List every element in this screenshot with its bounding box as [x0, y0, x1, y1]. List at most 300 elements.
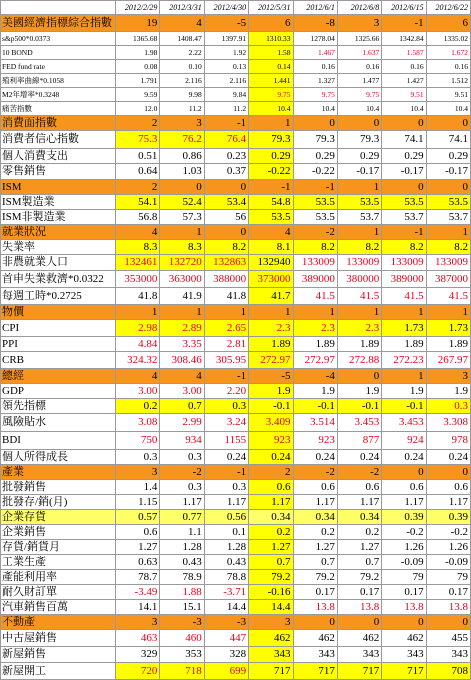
value-cell: 0.29 — [382, 149, 426, 164]
data-row — [1, 288, 471, 305]
value-cell: 1.17 — [382, 495, 426, 510]
value-cell: -2 — [293, 465, 337, 480]
value-cell: 1.89 — [293, 337, 337, 352]
value-cell: 455 — [426, 630, 470, 647]
value-cell: 1.9 — [249, 384, 293, 399]
row-label: 新屋銷售 — [1, 647, 116, 663]
value-cell: 1335.02 — [426, 32, 470, 46]
value-cell: -3.49 — [116, 585, 160, 600]
value-cell: 133009 — [426, 255, 470, 271]
value-cell: 78.7 — [116, 570, 160, 585]
value-cell: 41.5 — [293, 288, 337, 305]
value-cell: 463 — [116, 630, 160, 647]
sheet-title: 美國經濟指標綜合指數 — [1, 15, 116, 32]
value-cell: 0.24 — [204, 450, 248, 465]
data-row — [1, 240, 471, 255]
value-cell: 13.8 — [293, 600, 337, 615]
value-cell: 0.6 — [426, 480, 470, 495]
value-cell: 2.3 — [337, 320, 381, 337]
date-header: 2012/3/31 — [160, 1, 204, 15]
value-cell: 0.17 — [382, 585, 426, 600]
value-cell: 0.17 — [426, 585, 470, 600]
value-cell: 1.17 — [337, 495, 381, 510]
value-cell: 0.14 — [249, 60, 293, 74]
value-cell: 1 — [116, 305, 160, 320]
value-cell: 13.8 — [382, 600, 426, 615]
data-row — [1, 46, 471, 60]
value-cell: 0.16 — [293, 60, 337, 74]
value-cell: 1310.33 — [249, 32, 293, 46]
value-cell: 717 — [337, 663, 381, 680]
row-label: 消費者信心指數 — [1, 131, 116, 149]
row-label: M2年增率*0.3248 — [1, 88, 116, 102]
value-cell: 0.34 — [293, 510, 337, 525]
value-cell: -0.16 — [249, 585, 293, 600]
row-label: 工業生產 — [1, 555, 116, 570]
value-cell: 389000 — [382, 271, 426, 288]
value-cell: 41.8 — [204, 288, 248, 305]
value-cell: 0.3 — [116, 450, 160, 465]
row-label: GDP — [1, 384, 116, 399]
value-cell: 79.3 — [293, 131, 337, 149]
value-cell: 0.17 — [293, 585, 337, 600]
value-cell: 79.2 — [249, 570, 293, 585]
value-cell: 79 — [382, 570, 426, 585]
value-cell: 0.29 — [293, 149, 337, 164]
data-row — [1, 131, 471, 149]
category-row — [1, 465, 471, 480]
value-cell: 0.3 — [426, 399, 470, 414]
value-cell: 3.35 — [160, 337, 204, 352]
value-cell: 133009 — [382, 255, 426, 271]
value-cell: 1.27 — [337, 540, 381, 555]
value-cell: 1.15 — [116, 495, 160, 510]
value-cell: 373000 — [249, 271, 293, 288]
value-cell: 924 — [382, 432, 426, 450]
value-cell: 9.51 — [426, 88, 470, 102]
row-label: 產能利用率 — [1, 570, 116, 585]
value-cell: 79.3 — [337, 131, 381, 149]
value-cell: 0 — [204, 225, 248, 240]
value-cell: 0.6 — [116, 525, 160, 540]
value-cell: 1.1 — [160, 525, 204, 540]
value-cell: 79.2 — [293, 570, 337, 585]
value-cell: 0 — [382, 116, 426, 131]
value-cell: 0 — [426, 465, 470, 480]
value-cell: 11.2 — [204, 102, 248, 116]
value-cell: 2.81 — [204, 337, 248, 352]
value-cell: 13.8 — [426, 600, 470, 615]
value-cell: -0.17 — [337, 164, 381, 180]
value-cell: 1.9 — [337, 384, 381, 399]
value-cell: 978 — [426, 432, 470, 450]
value-cell: -0.2 — [426, 525, 470, 540]
cell: 4 — [160, 15, 204, 32]
value-cell: 2.89 — [160, 320, 204, 337]
value-cell: 1.9 — [382, 384, 426, 399]
value-cell: 8.2 — [426, 240, 470, 255]
value-cell: 1.26 — [382, 540, 426, 555]
value-cell: 0 — [382, 615, 426, 630]
value-cell: 717 — [249, 663, 293, 680]
value-cell: 78.8 — [204, 570, 248, 585]
value-cell: 1.512 — [426, 74, 470, 88]
cell: 3 — [337, 15, 381, 32]
value-cell: 3.308 — [426, 414, 470, 432]
row-label: 總經 — [1, 369, 116, 384]
data-row — [1, 480, 471, 495]
value-cell: 353000 — [116, 271, 160, 288]
value-cell: 53.5 — [426, 195, 470, 210]
value-cell: 447 — [204, 630, 248, 647]
value-cell: 462 — [337, 630, 381, 647]
value-cell: 9.98 — [160, 88, 204, 102]
data-row — [1, 352, 471, 369]
value-cell: 0.16 — [426, 60, 470, 74]
value-cell: 132461 — [116, 255, 160, 271]
value-cell: 343 — [249, 647, 293, 663]
value-cell: 53.5 — [293, 210, 337, 225]
value-cell: 0.39 — [426, 510, 470, 525]
value-cell: 4 — [160, 369, 204, 384]
value-cell: 1 — [382, 305, 426, 320]
value-cell: 1.28 — [160, 540, 204, 555]
value-cell: 9.75 — [293, 88, 337, 102]
data-row — [1, 149, 471, 164]
data-row — [1, 74, 471, 88]
data-row — [1, 384, 471, 399]
value-cell: 1.467 — [293, 46, 337, 60]
value-cell: 10.4 — [382, 102, 426, 116]
value-cell: -1 — [293, 180, 337, 195]
value-cell: 8.1 — [249, 240, 293, 255]
value-cell: -5 — [249, 369, 293, 384]
value-cell: 54.1 — [116, 195, 160, 210]
value-cell: 2.22 — [160, 46, 204, 60]
row-label: ISM非製造業 — [1, 210, 116, 225]
value-cell: -0.22 — [249, 164, 293, 180]
value-cell: 0 — [426, 116, 470, 131]
value-cell: 8.2 — [337, 240, 381, 255]
value-cell: 324.32 — [116, 352, 160, 369]
value-cell: 8.3 — [116, 240, 160, 255]
value-cell: -2 — [293, 225, 337, 240]
value-cell: 1 — [382, 369, 426, 384]
row-label: 存貨/銷貨月 — [1, 540, 116, 555]
value-cell: -1 — [382, 225, 426, 240]
row-label: 失業率 — [1, 240, 116, 255]
data-row — [1, 195, 471, 210]
date-header: 2012/6/1 — [293, 1, 337, 15]
value-cell: 1.17 — [160, 495, 204, 510]
value-cell: 53.5 — [337, 195, 381, 210]
value-cell: -3 — [204, 615, 248, 630]
value-cell: 0.13 — [204, 60, 248, 74]
value-cell: 460 — [160, 630, 204, 647]
value-cell: 0.64 — [116, 164, 160, 180]
value-cell: -1 — [204, 116, 248, 131]
value-cell: 2.116 — [204, 74, 248, 88]
category-row — [1, 369, 471, 384]
value-cell: 1 — [337, 225, 381, 240]
value-cell: 0.6 — [382, 480, 426, 495]
value-cell: 0 — [160, 180, 204, 195]
value-cell: 1.73 — [382, 320, 426, 337]
value-cell: 13.8 — [337, 600, 381, 615]
value-cell: 1325.66 — [337, 32, 381, 46]
value-cell: -0.17 — [382, 164, 426, 180]
row-label: 非農就業人口 — [1, 255, 116, 271]
value-cell: 1.672 — [426, 46, 470, 60]
value-cell: 3.00 — [160, 384, 204, 399]
data-row — [1, 432, 471, 450]
value-cell: 4 — [116, 225, 160, 240]
value-cell: 3.453 — [382, 414, 426, 432]
row-label: 批發銷售 — [1, 480, 116, 495]
value-cell: 53.7 — [382, 210, 426, 225]
row-label: 中古屋銷售 — [1, 630, 116, 647]
value-cell: 0.24 — [382, 450, 426, 465]
value-cell: 718 — [160, 663, 204, 680]
value-cell: 923 — [249, 432, 293, 450]
value-cell: 0.39 — [382, 510, 426, 525]
data-row — [1, 450, 471, 465]
value-cell: 0.2 — [337, 525, 381, 540]
row-label: 汽車銷售百萬 — [1, 600, 116, 615]
data-row — [1, 88, 471, 102]
data-row — [1, 210, 471, 225]
date-header: 2012/6/8 — [337, 1, 381, 15]
value-cell: 1408.47 — [160, 32, 204, 46]
value-cell: 41.7 — [249, 288, 293, 305]
value-cell: 353 — [160, 647, 204, 663]
value-cell: 328 — [204, 647, 248, 663]
value-cell: 0 — [382, 465, 426, 480]
value-cell: 2.99 — [160, 414, 204, 432]
date-header: 2012/4/30 — [204, 1, 248, 15]
value-cell: 0.29 — [426, 149, 470, 164]
value-cell: 54.8 — [249, 195, 293, 210]
value-cell: 132863 — [204, 255, 248, 271]
value-cell: 3.453 — [337, 414, 381, 432]
cell: -1 — [382, 15, 426, 32]
value-cell: 0.10 — [160, 60, 204, 74]
value-cell: 1 — [337, 180, 381, 195]
value-cell: -4 — [293, 369, 337, 384]
value-cell: 0 — [426, 180, 470, 195]
data-row — [1, 495, 471, 510]
value-cell: 0.3 — [204, 480, 248, 495]
value-cell: 1365.68 — [116, 32, 160, 46]
value-cell: 1.637 — [337, 46, 381, 60]
cell: 6 — [426, 15, 470, 32]
row-label: 首申失業救濟*0.0322 — [1, 271, 116, 288]
value-cell: 0 — [337, 615, 381, 630]
value-cell: 56.8 — [116, 210, 160, 225]
value-cell: 1.28 — [204, 540, 248, 555]
value-cell: 1 — [160, 305, 204, 320]
value-cell: 2 — [116, 180, 160, 195]
row-label: 消費面指數 — [1, 116, 116, 131]
row-label: 領先指標 — [1, 399, 116, 414]
value-cell: 10.4 — [249, 102, 293, 116]
value-cell: -0.2 — [382, 525, 426, 540]
value-cell: 1 — [204, 305, 248, 320]
value-cell: 9.84 — [204, 88, 248, 102]
row-label: 殖利率曲線*0.1058 — [1, 74, 116, 88]
row-label: CRB — [1, 352, 116, 369]
value-cell: 1.89 — [249, 337, 293, 352]
category-row — [1, 180, 471, 195]
value-cell: 1 — [426, 225, 470, 240]
value-cell: 1.427 — [382, 74, 426, 88]
row-label: 痛苦指數 — [1, 102, 116, 116]
value-cell: 1 — [249, 116, 293, 131]
value-cell: 0.86 — [160, 149, 204, 164]
value-cell: 1.89 — [382, 337, 426, 352]
value-cell: 53.5 — [249, 210, 293, 225]
value-cell: 0.2 — [249, 525, 293, 540]
data-row — [1, 600, 471, 615]
row-label: 每週工時*0.2725 — [1, 288, 116, 305]
data-row — [1, 540, 471, 555]
value-cell: 0 — [293, 116, 337, 131]
value-cell: 74.1 — [382, 131, 426, 149]
value-cell: 717 — [293, 663, 337, 680]
value-cell: -0.1 — [337, 399, 381, 414]
value-cell: 708 — [426, 663, 470, 680]
value-cell: 1.587 — [382, 46, 426, 60]
value-cell: 267.97 — [426, 352, 470, 369]
data-row — [1, 585, 471, 600]
data-row — [1, 570, 471, 585]
value-cell: 2 — [249, 465, 293, 480]
value-cell: 41.5 — [426, 288, 470, 305]
value-cell: 0.43 — [160, 555, 204, 570]
value-cell: -0.17 — [426, 164, 470, 180]
value-cell: 0.17 — [337, 585, 381, 600]
value-cell: 308.46 — [160, 352, 204, 369]
value-cell: 1 — [426, 305, 470, 320]
data-row — [1, 337, 471, 352]
value-cell: 9.51 — [382, 88, 426, 102]
value-cell: 0.16 — [337, 60, 381, 74]
value-cell: -0.1 — [382, 399, 426, 414]
value-cell: -0.1 — [293, 399, 337, 414]
value-cell: 0.16 — [382, 60, 426, 74]
value-cell: -3 — [160, 615, 204, 630]
row-label: ISM — [1, 180, 116, 195]
row-label: 耐久財訂單 — [1, 585, 116, 600]
value-cell: 9.75 — [249, 88, 293, 102]
value-cell: 462 — [249, 630, 293, 647]
row-label: 就業狀況 — [1, 225, 116, 240]
data-row — [1, 164, 471, 180]
value-cell: 8.3 — [160, 240, 204, 255]
value-cell: 0.6 — [293, 480, 337, 495]
date-header: 2012/2/29 — [116, 1, 160, 15]
value-cell: 388000 — [204, 271, 248, 288]
value-cell: 0.77 — [160, 510, 204, 525]
value-cell: 2.20 — [204, 384, 248, 399]
value-cell: 0.2 — [116, 399, 160, 414]
value-cell: -1 — [204, 369, 248, 384]
value-cell: 1.58 — [249, 46, 293, 60]
value-cell: 10.4 — [337, 102, 381, 116]
value-cell: 0.56 — [204, 510, 248, 525]
value-cell: 462 — [293, 630, 337, 647]
value-cell: 8.2 — [293, 240, 337, 255]
value-cell: 1155 — [204, 432, 248, 450]
row-label: 產業 — [1, 465, 116, 480]
value-cell: -3.71 — [204, 585, 248, 600]
value-cell: 1.89 — [337, 337, 381, 352]
data-row — [1, 414, 471, 432]
cell: 6 — [249, 15, 293, 32]
value-cell: 2.3 — [293, 320, 337, 337]
value-cell: 78.9 — [160, 570, 204, 585]
value-cell: 1.9 — [293, 384, 337, 399]
cell: -8 — [293, 15, 337, 32]
value-cell: 74.1 — [426, 131, 470, 149]
value-cell: 0 — [204, 180, 248, 195]
value-cell: 0 — [293, 615, 337, 630]
value-cell: 0.3 — [204, 399, 248, 414]
value-cell: 0.7 — [337, 555, 381, 570]
row-label: 零售銷售 — [1, 164, 116, 180]
value-cell: 14.4 — [204, 600, 248, 615]
value-cell: -0.09 — [426, 555, 470, 570]
row-label: FED fund rate — [1, 60, 116, 74]
value-cell: 9.59 — [116, 88, 160, 102]
value-cell: 0.24 — [426, 450, 470, 465]
row-label: 物價 — [1, 305, 116, 320]
value-cell: 272.23 — [382, 352, 426, 369]
value-cell: 272.88 — [337, 352, 381, 369]
value-cell: 0.6 — [249, 480, 293, 495]
value-cell: 8.2 — [382, 240, 426, 255]
data-row — [1, 271, 471, 288]
value-cell: 1.92 — [204, 46, 248, 60]
value-cell: 79.2 — [337, 570, 381, 585]
value-cell: 934 — [160, 432, 204, 450]
value-cell: 2.116 — [160, 74, 204, 88]
data-row — [1, 102, 471, 116]
value-cell: 1397.91 — [204, 32, 248, 46]
date-header: 2012/6/22 — [426, 1, 470, 15]
value-cell: 4.84 — [116, 337, 160, 352]
value-cell: 380000 — [337, 271, 381, 288]
value-cell: 0.24 — [293, 450, 337, 465]
value-cell: 79.3 — [249, 131, 293, 149]
value-cell: 11.2 — [160, 102, 204, 116]
value-cell: 0 — [426, 615, 470, 630]
value-cell: -1 — [204, 465, 248, 480]
value-cell: 3.409 — [249, 414, 293, 432]
value-cell: 272.97 — [293, 352, 337, 369]
value-cell: 0.1 — [204, 525, 248, 540]
value-cell: 15.1 — [160, 600, 204, 615]
value-cell: 0.29 — [249, 149, 293, 164]
value-cell: 0.7 — [293, 555, 337, 570]
value-cell: 1.17 — [204, 495, 248, 510]
cell: 19 — [116, 15, 160, 32]
row-label: 企業銷售 — [1, 525, 116, 540]
value-cell: 76.4 — [204, 131, 248, 149]
value-cell: 53.4 — [204, 195, 248, 210]
value-cell: 387000 — [426, 271, 470, 288]
data-row — [1, 510, 471, 525]
